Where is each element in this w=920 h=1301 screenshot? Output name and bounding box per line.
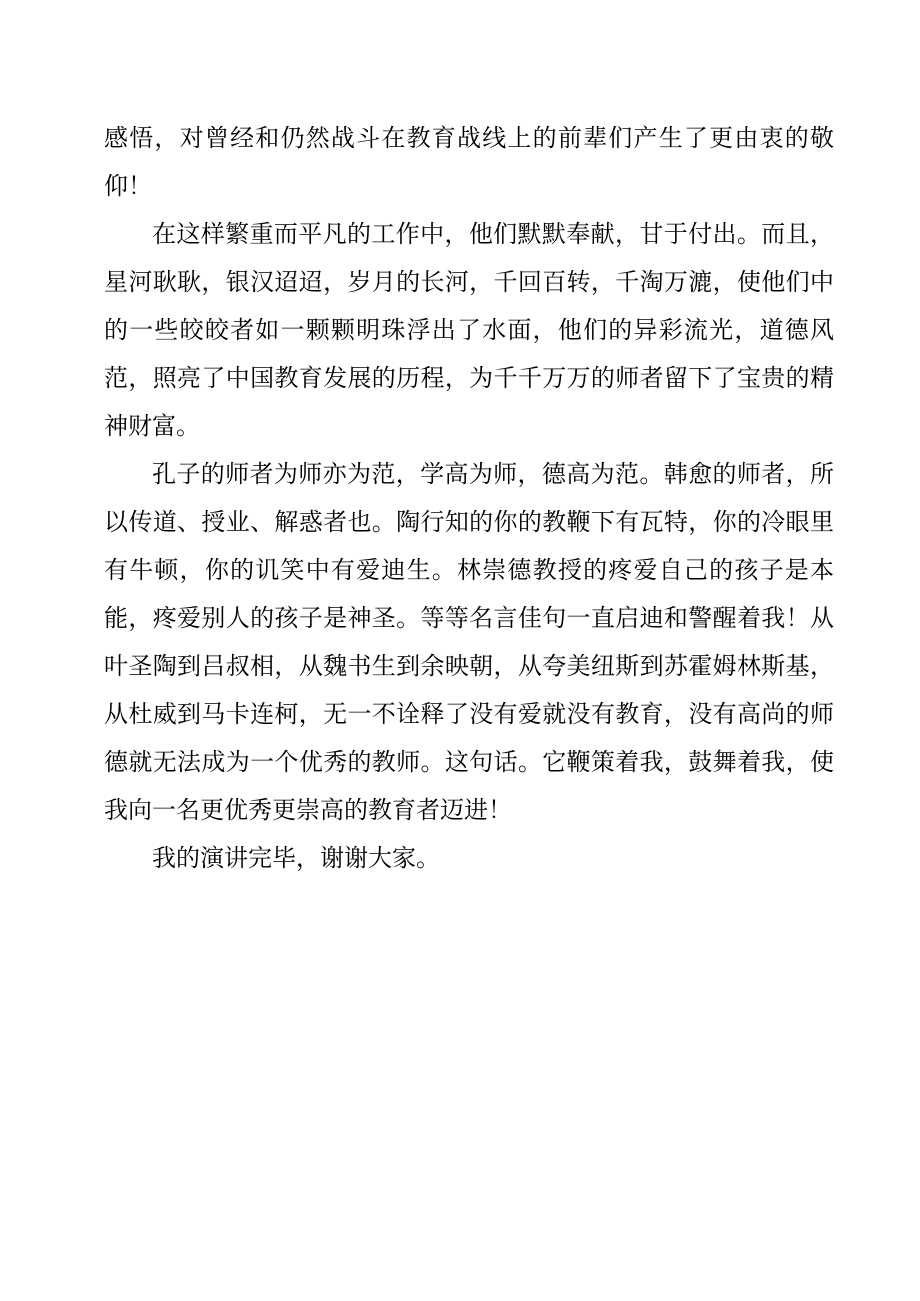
paragraph-thanks: 我的演讲完毕，谢谢大家。	[152, 844, 440, 872]
document-body	[104, 114, 834, 882]
paragraph-closing-reflection: 感悟，对曾经和仍然战斗在教育战线上的前辈们产生了更由衷的敬仰！	[104, 124, 834, 200]
paragraph-dedication: 在这样繁重而平凡的工作中，他们默默奉献，甘于付出。而且，星河耿耿，银汉迢迢，岁月的长河，千回百转，千淘万漉，使他们中的一些皎皎者如一颗颗明珠浮出了水面，他们的异彩流光，道德风范，照亮了中国教育发展的历程，为千千万万的师者留下了宝贵的精神财富。	[104, 220, 834, 440]
paragraph-famous-teachers: 孔子的师者为师亦为范，学高为师，德高为范。韩愈的师者，所以传道、授业、解惑者也。陶行知的你的教鞭下有瓦特，你的冷眼里有牛顿，你的讥笑中有爱迪生。林崇德教授的疼爱自己的孩子是本能，疼爱别人的孩子是神圣。等等名言佳句一直启迪和警醒着我！从叶圣陶到吕叔相，从魏书生到余映朝，从夸美纽斯到苏霍姆林斯基，从杜威到马卡连柯，无一不诠释了没有爱就没有教育，没有高尚的师德就无法成为一个优秀的教师。这句话。它鞭策着我，鼓舞着我，使我向一名更优秀更崇高的教育者迈进！	[104, 460, 834, 824]
